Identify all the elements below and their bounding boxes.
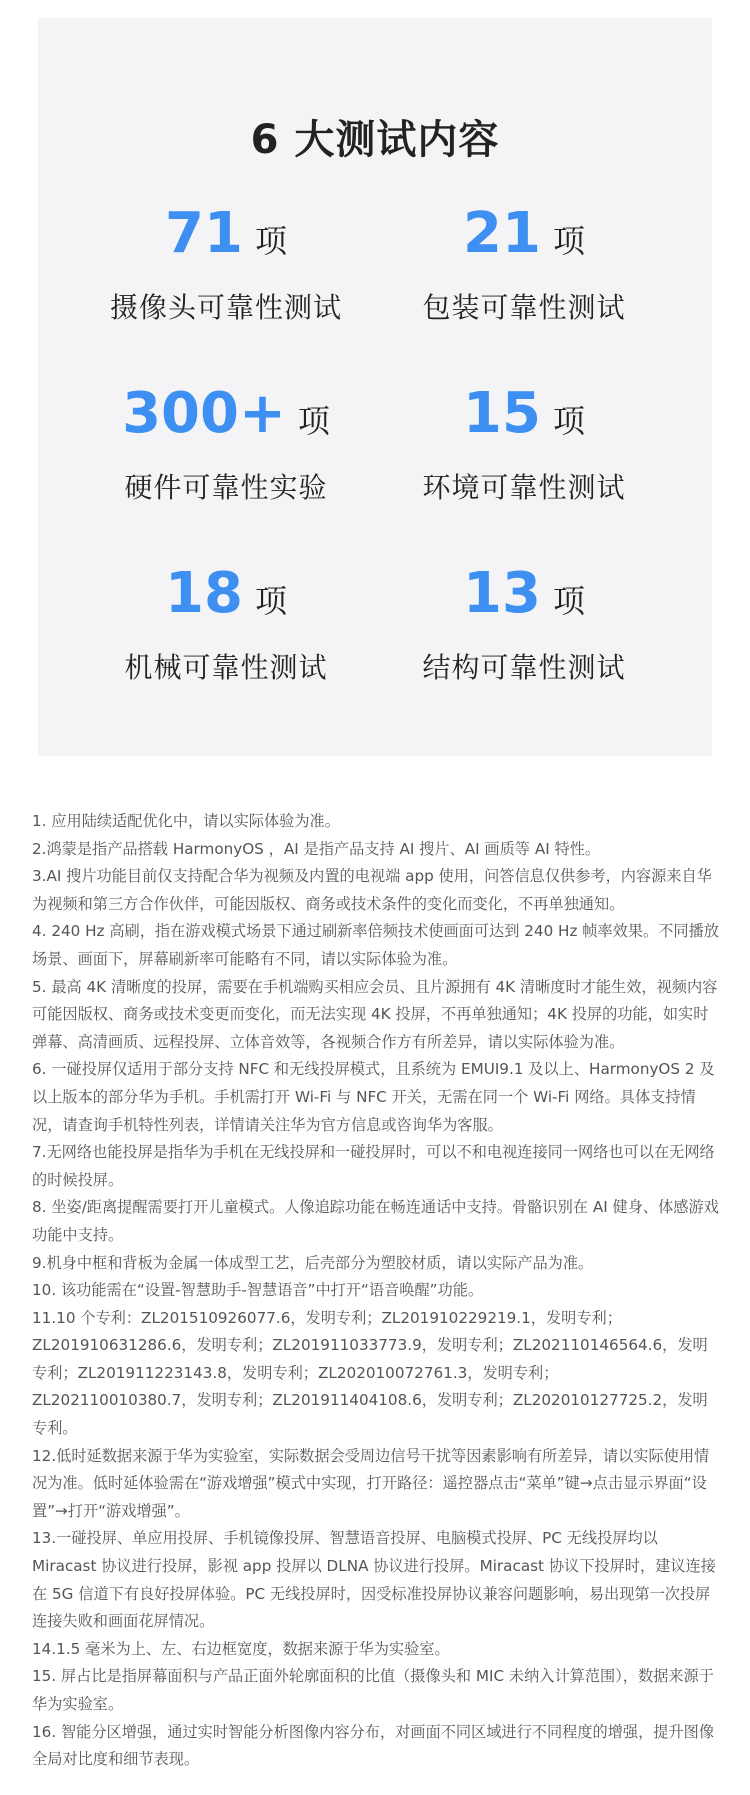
stat-unit: 项: [552, 222, 585, 260]
footnote: 1. 应用陆续适配优化中，请以实际体验为准。: [32, 812, 340, 830]
footnote: 7.无网络也能投屏是指华为手机在无线投屏和一碰投屏时，可以不和电视连接同一网络也可以在无网络的时候投屏。: [32, 1143, 715, 1189]
footnotes: [32, 808, 722, 1774]
stat-hardware: [76, 380, 376, 506]
footnote: 13.一碰投屏、单应用投屏、手机镜像投屏、智慧语音投屏、电脑模式投屏、PC 无线投屏均以 Miracast 协议进行投屏，影视 app 投屏以 DLNA 协议进行投屏。Miracast 协议下投屏时，建议连接在 5G 信道下有良好投屏体验。PC 无线投屏时，因受标准投屏协议兼容问题影响，易出现第一次投屏连接失败和画面花屏情况。: [32, 1529, 716, 1631]
stat-label: 包装可靠性测试: [422, 291, 626, 324]
stat-label: 机械可靠性测试: [124, 651, 328, 684]
footnote: 4. 240 Hz 高刷，指在游戏模式场景下通过刷新率倍频技术使画面可达到 240 Hz 帧率效果。不同播放场景、画面下，屏幕刷新率可能略有不同，请以实际体验为准。: [32, 922, 719, 968]
stat-unit: 项: [552, 402, 585, 440]
stat-unit: 项: [254, 582, 287, 620]
stat-environment: [374, 380, 674, 506]
footnote: 10. 该功能需在“设置-智慧助手-智慧语音”中打开“语音唤醒”功能。: [32, 1281, 484, 1300]
test-content-panel: [38, 18, 712, 756]
stat-label: 硬件可靠性实验: [124, 471, 328, 504]
footnote: 8. 坐姿/距离提醒需要打开儿童模式。人像追踪功能在畅连通话中支持。骨骼识别在 AI 健身、体感游戏功能中支持。: [32, 1198, 719, 1244]
stat-packaging: [374, 200, 674, 326]
footnote: 16. 智能分区增强，通过实时智能分析图像内容分布，对画面不同区域进行不同程度的增强，提升图像全局对比度和细节表现。: [32, 1722, 715, 1769]
footnote: 6. 一碰投屏仅适用于部分支持 NFC 和无线投屏模式，且系统为 EMUI9.1 及以上、HarmonyOS 2 及以上版本的部分华为手机。手机需打开 Wi-Fi 与 NFC 开关，无需在同一个 Wi-Fi 网络。具体支持情况，请查询手机特性列表，详情请关注华为官方信息或咨询华为客服。: [32, 1060, 715, 1134]
stat-structure: [374, 560, 674, 686]
footnote: 5. 最高 4K 清晰度的投屏，需要在手机端购买相应会员、且片源拥有 4K 清晰度时才能生效，视频内容可能因版权、商务或技术变更而变化，而无法实现 4K 投屏，不再单独通知；4K 投屏的功能，如实时弹幕、高清画质、远程投屏、立体音效等，各视频合作方有所差异，请以实际体验为准。: [32, 977, 718, 1051]
stat-number: 15: [463, 381, 541, 446]
stat-number: 18: [165, 561, 243, 626]
footnote: 12.低时延数据来源于华为实验室，实际数据会受周边信号干扰等因素影响有所差异，请以实际使用情况为准。低时延体验需在“游戏增强”模式中实现，打开路径：遥控器点击“菜单”键→点击显示界面“设置”→打开“游戏增强”。: [32, 1446, 710, 1520]
footnote: 3.AI 搜片功能目前仅支持配合华为视频及内置的电视端 app 使用，问答信息仅供参考，内容源来自华为视频和第三方合作伙伴，可能因版权、商务或技术条件的变化而变化，不再单独通知。: [32, 867, 712, 913]
stat-number: 21: [463, 201, 541, 266]
footnote: 11.10 个专利：ZL201510926077.6，发明专利；ZL201910229219.1，发明专利；ZL201910631286.6，发明专利；ZL201911033773.9，发明专利；ZL202110146564.6，发明专利；ZL201911223143.8，发明专利；ZL202010072761.3，发明专利；ZL202110010380.7，发明专利；ZL201911404108.6，发明专利；ZL202010127725.2，发明专利。: [32, 1308, 708, 1438]
stat-label: 摄像头可靠性测试: [109, 291, 342, 324]
stat-label: 结构可靠性测试: [422, 651, 626, 684]
stat-number: 13: [463, 561, 541, 626]
stat-number: 71: [165, 201, 243, 266]
footnote: 9.机身中框和背板为金属一体成型工艺，后壳部分为塑胶材质，请以实际产品为准。: [32, 1253, 594, 1272]
footnote: 15. 屏占比是指屏幕面积与产品正面外轮廓面积的比值（摄像头和 MIC 未纳入计算范围），数据来源于华为实验室。: [32, 1667, 714, 1713]
footnote: 2.鸿蒙是指产品搭载 HarmonyOS ，AI 是指产品支持 AI 搜片、AI 画质等 AI 特性。: [32, 839, 601, 858]
footnote: 14.1.5 毫米为上、左、右边框宽度，数据来源于华为实验室。: [32, 1639, 450, 1658]
stat-mechanical: [76, 560, 376, 686]
stat-number: 300+: [122, 381, 286, 446]
stat-unit: 项: [254, 222, 287, 260]
stat-unit: 项: [297, 402, 330, 440]
stat-label: 环境可靠性测试: [422, 471, 626, 504]
section-heading: 6 大测试内容: [250, 117, 500, 163]
stat-camera: [76, 200, 376, 326]
stat-unit: 项: [552, 582, 585, 620]
